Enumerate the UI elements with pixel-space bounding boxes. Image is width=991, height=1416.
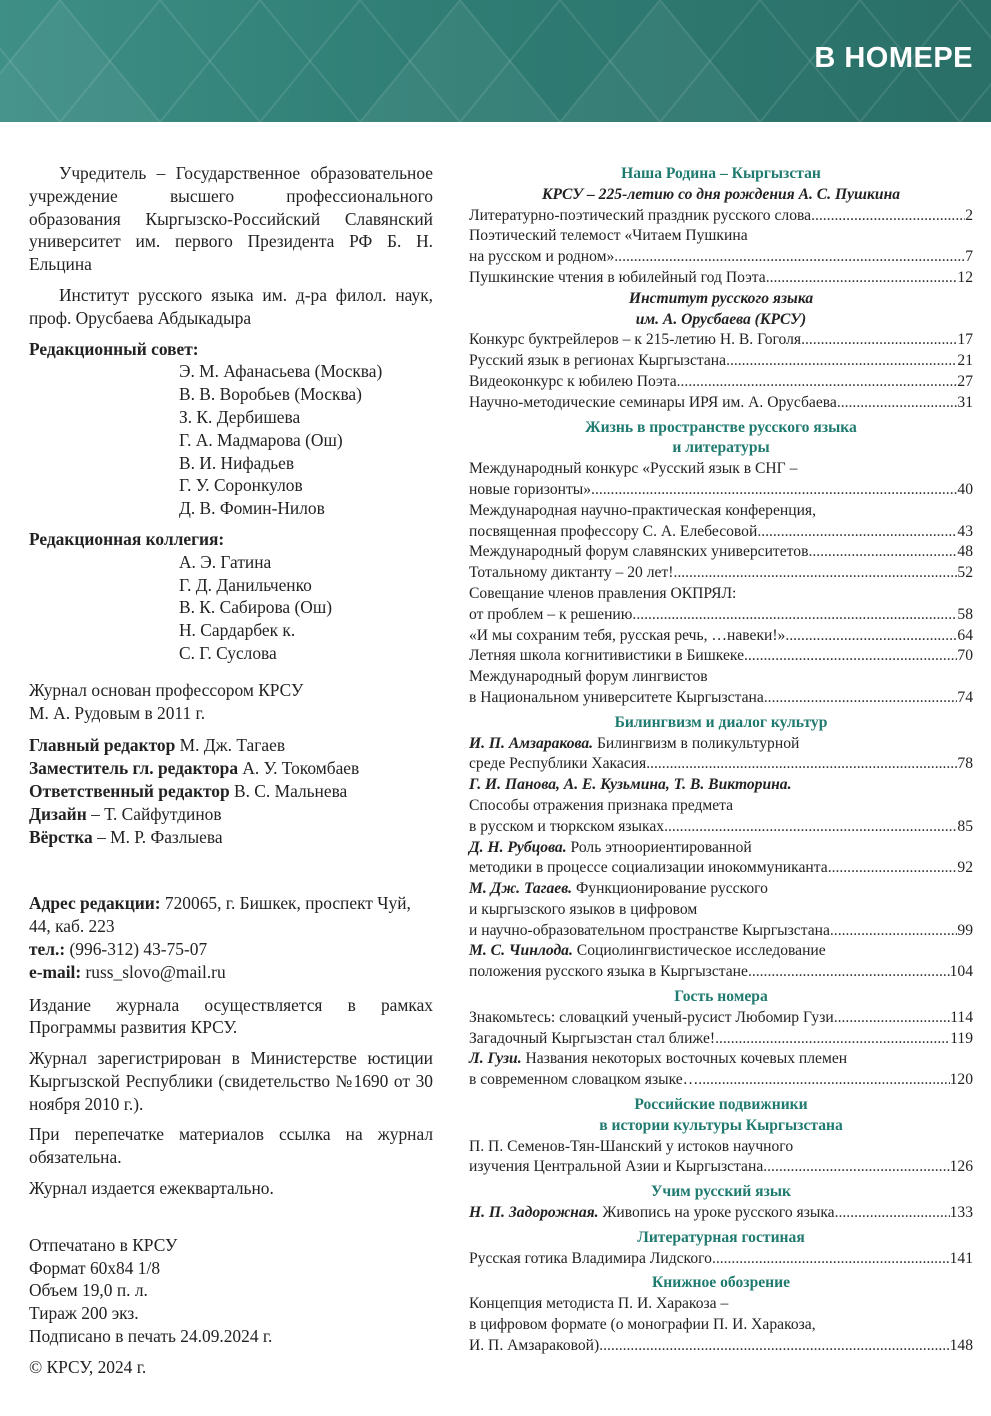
page-number: 7 [965,248,973,266]
institute-text: Институт русского языка им. д-ра филол. наук, проф. Орусбаева Абдыкадыра [29,284,433,328]
section-heading: Литературная гостиная [637,1228,805,1246]
entry-title: Роль этноориентированной [566,838,752,856]
entry-title: в цифровом формате (о монографии П. И. Харакоза, [469,1316,816,1334]
staff-row [29,734,433,757]
leader-dots [712,1249,950,1270]
entry-title: Совещание членов правления ОКПРЯЛ: [469,584,737,602]
section-heading: в истории культуры Кыргызстана [599,1116,843,1134]
staff-role: Вёрстка [29,826,93,847]
entry-title: Способы отражения признака предмета [469,796,734,814]
page-number: 119 [950,1029,973,1047]
entry-title: И. П. Амзараковой) [469,1336,600,1354]
toc-entry[interactable] [469,268,973,289]
leader-dots [766,268,958,289]
council-member: Э. М. Афанасьева (Москва) [179,361,383,382]
leader-dots [591,480,957,501]
page-number: 52 [957,564,973,582]
table-of-contents [469,164,973,1357]
leader-dots [808,542,957,563]
leader-dots [614,247,965,268]
page-number: 133 [949,1204,973,1222]
founder-text: Учредитель – Государственное образовательное учреждение высшего профессионального образования Кыргызско-Российский Славянский университет им. первого Президента РФ Б. Н. Ельцина [29,163,433,275]
entry-title: Знакомьтесь: словацкий ученый-русист Любомир Гузи [469,1008,834,1026]
page-number: 27 [957,372,973,390]
staff-role: Ответственный редактор [29,780,230,801]
print-line: Отпечатано в КРСУ [29,1234,178,1255]
section-heading: Жизнь в пространстве русского языка [585,418,857,436]
entry-title: посвященная профессору С. А. Елебесовой [469,522,758,540]
staff-name: В. С. Мальнева [234,780,348,801]
leader-dots [599,1336,949,1357]
toc-entry[interactable] [469,1029,973,1050]
copyright: © КРСУ, 2024 г. [29,1356,147,1377]
contacts [29,892,433,983]
entry-title: Литературно-поэтический праздник русского слова [469,206,812,224]
staff-name: М. Р. Фазлыева [110,826,223,847]
email-label: e-mail: [29,961,82,982]
toc-entry[interactable] [469,941,973,983]
note-paragraph: При перепечатке материалов ссылка на журнал обязательна. [29,1124,433,1168]
address-value: 720065, г. Бишкек, проспект Чуй, 44, каб. 223 [29,893,411,937]
council-member: Г. У. Соронкулов [179,475,303,496]
toc-entry[interactable] [469,646,973,667]
leader-dots [744,646,957,667]
entry-author: Д. Н. Рубцова. [469,838,567,856]
address-label: Адрес редакции: [29,893,161,914]
page-number: 48 [957,543,973,561]
toc-entry[interactable] [469,879,973,941]
entry-author: М. С. Чинлода. [469,942,573,960]
page-number: 58 [957,605,973,623]
entry-author: Л. Гузи. [469,1050,522,1068]
entry-title: изучения Центральной Азии и Кыргызстана [469,1158,764,1176]
toc-entry[interactable] [469,667,973,709]
entry-title: от проблем – к решению [469,605,633,623]
page-number: 141 [949,1249,973,1267]
page-number: 70 [957,647,973,665]
note-paragraph: Журнал издается ежеквартально. [29,1178,274,1199]
toc-entry[interactable] [469,734,973,776]
subsection-heading: Институт русского языка [628,289,814,307]
entry-title: Научно-методические семинары ИРЯ им. А. Орусбаева [469,393,837,411]
section-heading: Гость номера [674,988,768,1006]
board-member: С. Г. Суслова [179,642,277,663]
board-member: В. К. Сабирова (Ош) [179,597,333,618]
leader-dots [763,1157,949,1178]
page-number: 85 [957,817,973,835]
section-heading: Российские подвижники [634,1096,808,1114]
council-member: В. В. Воробьев (Москва) [179,384,362,405]
toc-entry[interactable] [469,563,973,584]
leader-dots [801,330,957,351]
entry-title: Билингвизм в поликультурной [593,734,800,752]
email-value[interactable]: russ_slovo@mail.ru [81,961,226,982]
page-number: 17 [957,331,973,349]
staff-sep: – [86,803,105,824]
subsection-heading: КРСУ – 225-летию со дня рождения А. С. Пушкина [541,185,901,203]
entry-title: на русском и родном» [469,248,615,266]
council-member: Д. В. Фомин-Нилов [179,498,325,519]
section-heading: Учим русский язык [650,1183,792,1201]
leader-dots [726,351,957,372]
council-list [29,360,433,520]
leader-dots [811,206,965,227]
page-number: 126 [949,1158,973,1176]
page-number: 99 [957,921,973,939]
entry-title: Русская готика Владимира Лидского [469,1249,712,1267]
entry-title: Социолингвистическое исследование [572,942,826,960]
leader-dots [748,962,950,983]
staff-row [29,826,433,849]
leader-dots [785,626,957,647]
entry-author: Г. И. Панова, А. Е. Кузьмина, Т. В. Викторина. [469,776,792,794]
toc-entry[interactable] [469,1137,973,1179]
page-number: 21 [957,352,973,370]
leader-dots [673,563,957,584]
page-number: 31 [957,393,973,411]
entry-title: Международный форум славянских университетов [469,543,809,561]
entry-title: и кыргызского языков в цифровом [469,900,698,918]
toc-entry[interactable] [469,393,973,414]
entry-title: Живопись на уроке русского языка [598,1204,835,1222]
leader-dots [677,372,958,393]
entry-author: И. П. Амзаракова. [469,734,594,752]
board-member: Н. Сардарбек к. [179,620,296,641]
entry-author: Н. П. Задорожная. [469,1204,599,1222]
leader-dots [664,817,957,838]
page-number: 78 [957,755,973,773]
staff-role: Заместитель гл. редактора [29,758,239,779]
leader-dots [757,522,957,543]
staff-role: Главный редактор [29,735,176,756]
toc-entry[interactable] [469,775,973,837]
section-heading: Билингвизм и диалог культур [614,713,828,731]
toc-entry[interactable] [469,838,973,880]
toc-entry[interactable] [469,459,973,501]
phone-value: (996-312) 43-75-07 [65,938,208,959]
note-paragraph: Журнал зарегистрирован в Министерстве юстиции Кыргызской Республики (свидетельство №1690 от 30 ноября 2010 г.). [29,1048,433,1114]
phone-line [29,938,433,961]
toc-entry[interactable] [469,1049,973,1091]
entry-title: Концепция методиста П. И. Харакоза – [469,1295,729,1313]
entry-title: Русский язык в регионах Кыргызстана [469,352,727,370]
page-number: 104 [949,963,973,981]
phone-label: тел.: [29,938,66,959]
toc-entry[interactable] [469,501,973,543]
entry-title: Функционирование русского [572,880,768,898]
council-member: В. И. Нифадьев [179,452,295,473]
email-line [29,961,433,984]
page-number: 40 [957,480,973,498]
toc-entry[interactable] [469,330,973,351]
toc-entry[interactable] [469,372,973,393]
board-list [29,551,433,665]
board-member: А. Э. Гатина [179,551,272,572]
entry-title: среде Республики Хакасия [469,755,647,773]
leader-dots [632,605,957,626]
toc-entry[interactable] [469,626,973,647]
leader-dots [837,393,958,414]
staff-sep: – [92,826,111,847]
toc-entry[interactable] [469,1008,973,1029]
entry-title: в Национальном университете Кыргызстана [469,688,764,706]
entry-title: Тотальному диктанту – 20 лет! [469,564,674,582]
entry-title: «И мы сохраним тебя, русская речь, …навеки!» [469,626,786,644]
leader-dots [698,1070,949,1091]
note-paragraph: Издание журнала осуществляется в рамках Программы развития КРСУ. [29,994,433,1038]
entry-title: Летняя школа когнитивистики в Бишкеке [469,647,744,665]
staff-role: Дизайн [29,803,87,824]
staff-list [29,734,433,848]
page-number: 64 [957,626,973,644]
section-heading: Наша Родина – Кыргызстан [621,165,821,182]
leader-dots [830,921,958,942]
founded-line: М. А. Рудовым в 2011 г. [29,702,206,723]
print-line: Подписано в печать 24.09.2024 г. [29,1326,273,1347]
entry-title: в современном словацком языке… [469,1071,699,1089]
leader-dots [646,754,957,775]
toc-entry[interactable] [469,226,973,268]
print-line: Тираж 200 экз. [29,1303,139,1324]
entry-title: Международный конкурс «Русский язык в СНГ – [469,460,798,478]
toc-entry[interactable] [469,542,973,563]
leader-dots [835,1203,950,1224]
entry-title: положения русского языка в Кыргызстане [469,963,748,981]
entry-title: Загадочный Кыргызстан стал ближе! [469,1029,716,1047]
board-heading: Редакционная коллегия: [29,528,225,549]
entry-title: новые горизонты» [469,480,592,498]
address-line [29,892,433,938]
print-info [29,1234,433,1348]
toc-entry[interactable] [469,584,973,626]
entry-title: Пушкинские чтения в юбилейный год Поэта [469,268,766,286]
page-number: 92 [957,859,973,877]
print-line: Формат 60х84 1/8 [29,1257,161,1278]
leader-dots [764,688,958,709]
staff-row [29,803,433,826]
page-title: В НОМЕРЕ [814,42,973,74]
entry-title: Видеоконкурс к юбилею Поэта [469,372,677,390]
section-heading: и литературы [672,439,770,457]
council-member: Г. А. Мадмарова (Ош) [179,429,343,450]
leader-dots [715,1029,950,1050]
entry-title: в русском и тюркском языках [469,817,665,835]
entry-title: П. П. Семенов-Тян-Шанский у истоков научного [469,1137,794,1155]
entry-author: М. Дж. Тагаев. [469,880,573,898]
staff-name: А. У. Токомбаев [242,758,360,779]
page-number: 74 [957,688,973,706]
staff-name: М. Дж. Тагаев [179,735,286,756]
page-number: 2 [965,206,973,224]
entry-title: Поэтический телемост «Читаем Пушкина [469,227,748,245]
toc-entry[interactable] [469,351,973,372]
leader-dots [834,1008,950,1029]
toc-entry[interactable] [469,1203,973,1224]
page-number: 43 [957,522,973,540]
page-number: 148 [949,1336,973,1354]
entry-title: Международная научно-практическая конференция, [469,501,816,519]
founded-note [29,679,433,725]
page-number: 114 [950,1008,973,1026]
staff-row [29,757,433,780]
toc-entry[interactable] [469,1294,973,1356]
print-line: Объем 19,0 п. л. [29,1280,148,1301]
staff-name: Т. Сайфутдинов [104,803,222,824]
entry-title: Международный форум лингвистов [469,668,708,686]
header-banner [0,0,991,122]
council-member: З. К. Дербишева [179,406,301,427]
leader-dots [828,858,958,879]
toc-entry[interactable] [469,1249,973,1270]
page-number: 120 [949,1071,973,1089]
council-heading: Редакционный совет: [29,338,199,359]
board-member: Г. Д. Данильченко [179,574,312,595]
entry-title: методики в процессе социализации инокоммуниканта [469,859,828,877]
subsection-heading: им. А. Орусбаева (КРСУ) [635,310,807,328]
entry-title: Названия некоторых восточных кочевых племен [521,1050,848,1068]
entry-title: Конкурс буктрейлеров – к 215-летию Н. В. Гоголя [469,331,802,349]
founded-line: Журнал основан профессором КРСУ [29,679,304,700]
page-number: 12 [957,268,973,286]
imprint-column [29,162,433,1379]
section-heading: Книжное обозрение [651,1274,791,1292]
entry-title: и научно-образовательном пространстве Кыргызстана [469,921,830,939]
toc-entry[interactable] [469,206,973,227]
staff-row [29,780,433,803]
